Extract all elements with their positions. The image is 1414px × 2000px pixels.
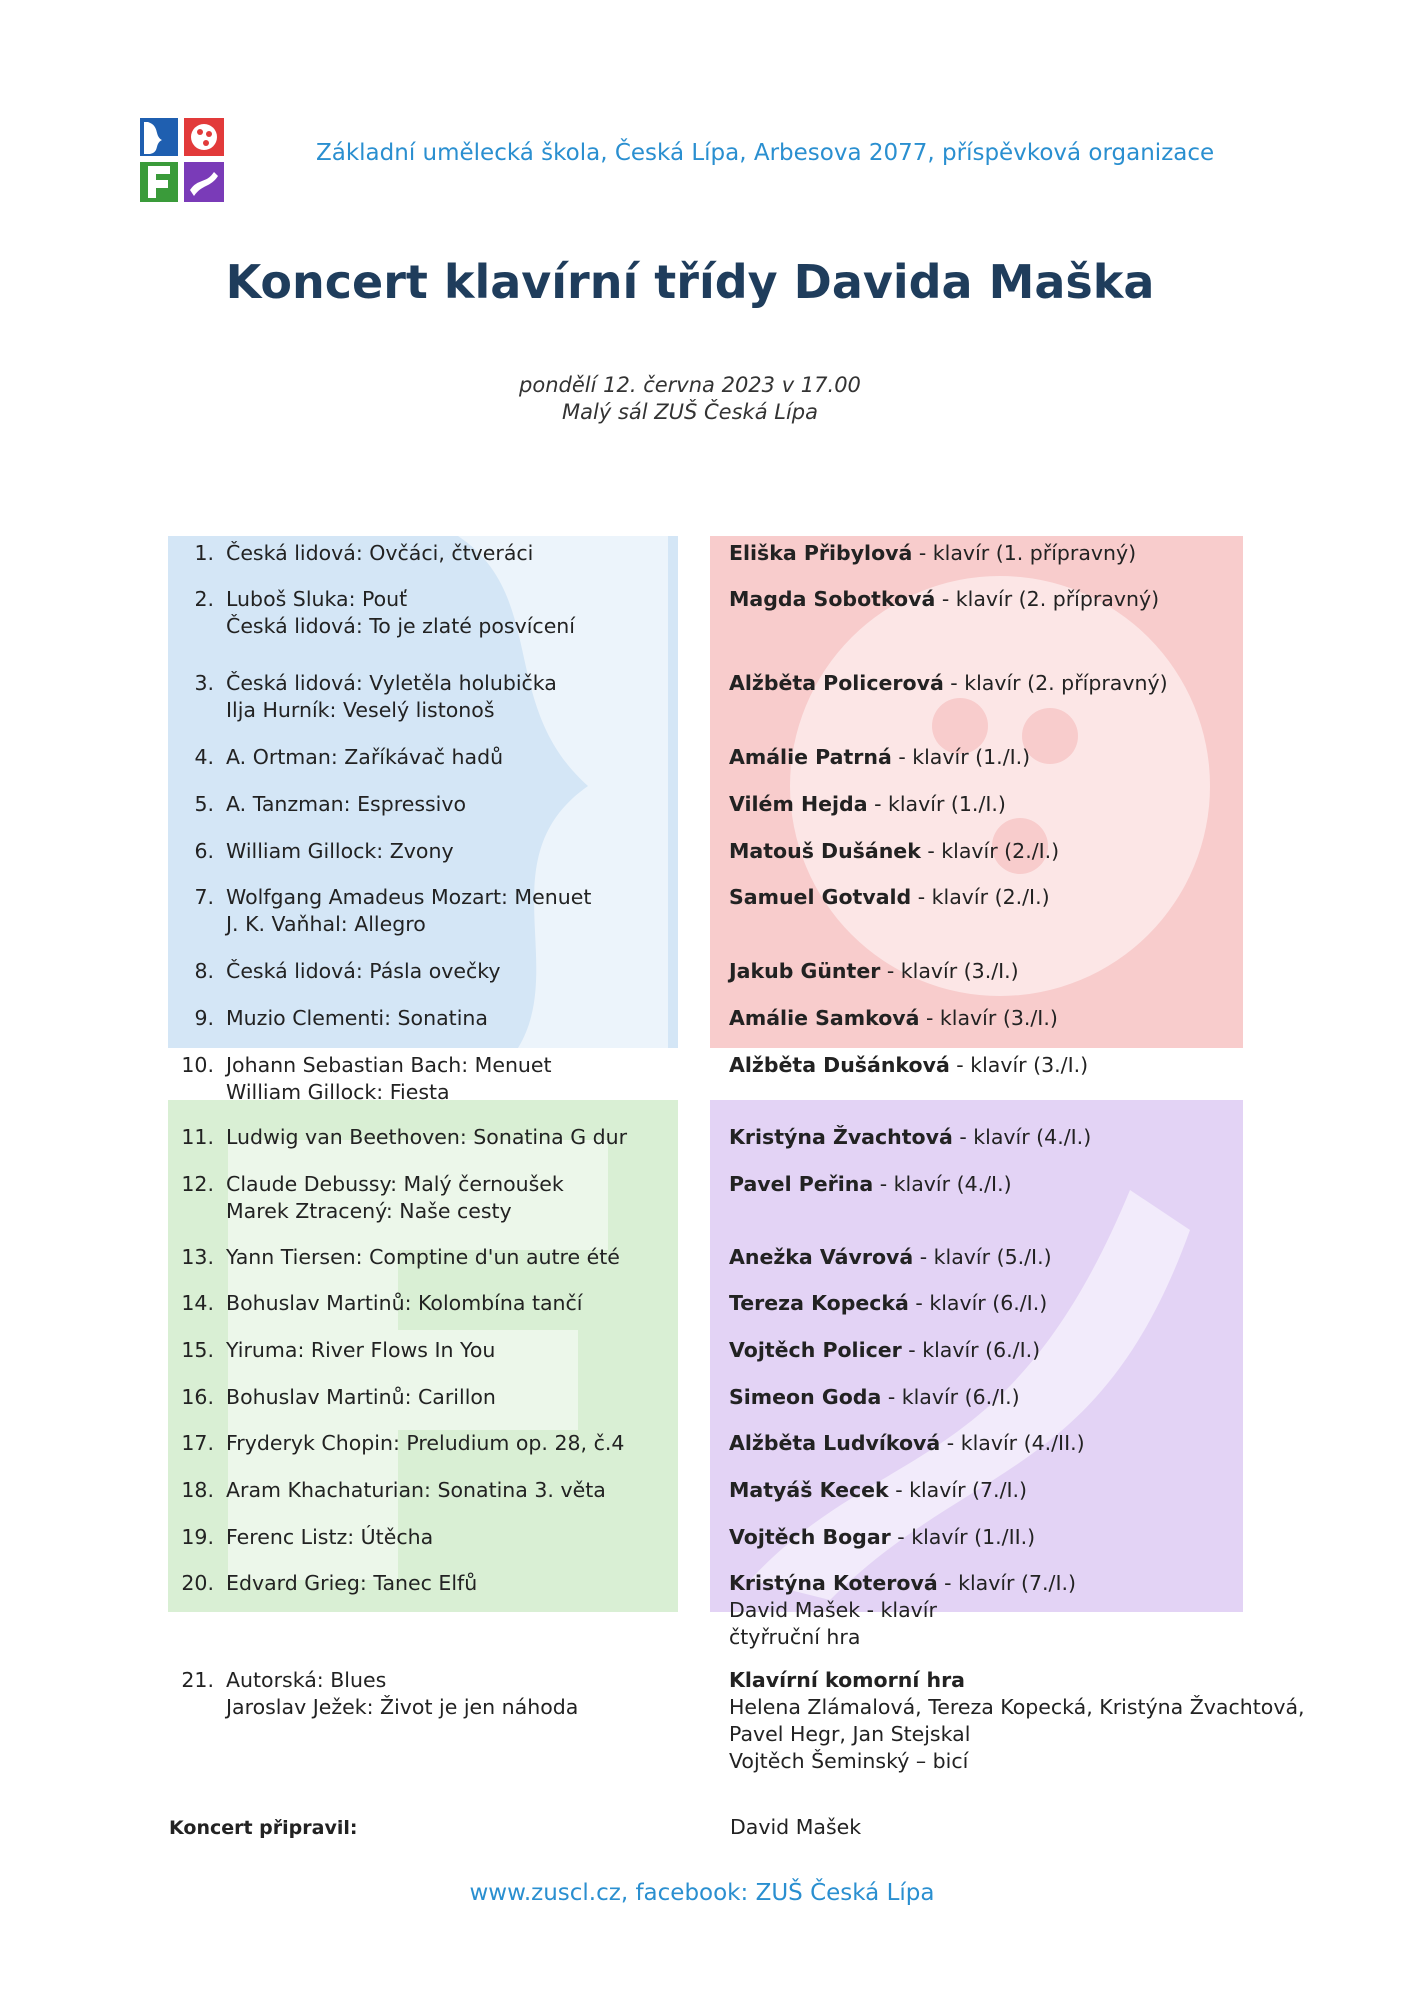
program-piece: Luboš Sluka: Pouť (226, 587, 408, 611)
program-item-8 (174, 958, 674, 985)
program-piece: Yiruma: River Flows In You (226, 1338, 496, 1362)
program-piece: Česká lidová: Ovčáci, čtveráci (226, 541, 534, 565)
program-item-18 (174, 1477, 674, 1504)
performer-extra: David Mašek - klavír (729, 1598, 937, 1622)
program-piece: Aram Khachaturian: Sonatina 3. věta (226, 1478, 606, 1502)
program-number: 12. (181, 1172, 214, 1196)
program-piece: Ferenc Listz: Útěcha (226, 1525, 434, 1549)
program-piece: Česká lidová: Pásla ovečky (226, 959, 501, 983)
program-item-2 (174, 586, 674, 640)
performer-detail: - klavír (6./I.) (908, 1291, 1048, 1315)
program-item-19 (174, 1524, 674, 1551)
program-piece: Česká lidová: To je zlaté posvícení (226, 614, 576, 638)
performer-9 (729, 1005, 1349, 1032)
program-number: 20. (181, 1571, 214, 1595)
program-item-1 (174, 540, 674, 567)
program-piece: Ludwig van Beethoven: Sonatina G dur (226, 1125, 628, 1149)
performer-extra: Pavel Hegr, Jan Stejskal (729, 1722, 971, 1746)
performer-detail: - klavír (3./I.) (880, 959, 1019, 983)
performer-name: Eliška Přibylová (729, 541, 913, 565)
program-piece: Edvard Grieg: Tanec Elfů (226, 1571, 478, 1595)
performer-detail: - klavír (1./I.) (867, 792, 1006, 816)
program-item-4 (174, 744, 674, 771)
performer-name: Simeon Goda (729, 1385, 882, 1409)
program-item-9 (174, 1005, 674, 1032)
performer-name: Jakub Günter (729, 959, 881, 983)
performer-name: Alžběta Dušánková (729, 1053, 950, 1077)
performer-name: Vojtěch Bogar (729, 1525, 891, 1549)
program-item-17 (174, 1430, 674, 1457)
performer-1 (729, 540, 1349, 567)
performer-name: Vojtěch Policer (729, 1338, 902, 1362)
program-number: 3. (194, 671, 214, 695)
performer-20 (729, 1570, 1349, 1651)
program-number: 11. (181, 1125, 214, 1149)
performer-5 (729, 791, 1349, 818)
performer-detail: - klavír (6./I.) (881, 1385, 1020, 1409)
performer-name: Alžběta Policerová (729, 671, 944, 695)
performer-detail: - klavír (1. přípravný) (912, 541, 1137, 565)
performer-extra: Helena Zlámalová, Tereza Kopecká, Kristýna Žvachtová, (729, 1695, 1305, 1719)
prepared-label: Koncert připravil: (169, 1817, 358, 1839)
performer-name: Kristýna Koterová (729, 1571, 938, 1595)
program-piece: Fryderyk Chopin: Preludium op. 28, č.4 (226, 1431, 625, 1455)
program-number: 8. (194, 959, 214, 983)
performer-17 (729, 1430, 1349, 1457)
program-piece: Muzio Clementi: Sonatina (226, 1006, 488, 1030)
program-number: 15. (181, 1338, 214, 1362)
program-number: 16. (181, 1385, 214, 1409)
performer-6 (729, 838, 1349, 865)
performer-detail: - klavír (7./I.) (937, 1571, 1077, 1595)
program-number: 5. (194, 792, 214, 816)
performer-18 (729, 1477, 1349, 1504)
performer-11 (729, 1124, 1349, 1151)
program-item-15 (174, 1337, 674, 1364)
performer-4 (729, 744, 1349, 771)
program-item-20 (174, 1570, 674, 1597)
performer-10 (729, 1052, 1349, 1079)
program-number: 13. (181, 1245, 214, 1269)
performer-detail: - klavír (2./I.) (911, 885, 1050, 909)
performer-15 (729, 1337, 1349, 1364)
program-number: 6. (194, 839, 214, 863)
program-item-16 (174, 1384, 674, 1411)
school-name: Základní umělecká škola, Česká Lípa, Arbesova 2077, příspěvková organizace (316, 140, 1215, 166)
performer-name: Amálie Patrná (729, 745, 892, 769)
performer-16 (729, 1384, 1349, 1411)
program-piece: William Gillock: Fiesta (226, 1080, 450, 1104)
program-number: 4. (194, 745, 214, 769)
program-item-21 (174, 1667, 674, 1721)
program-piece: Marek Ztracený: Naše cesty (226, 1199, 512, 1223)
performer-detail: - klavír (1./I.) (891, 745, 1031, 769)
page-title: Koncert klavírní třídy Davida Maška (225, 255, 1155, 309)
program-item-10 (174, 1052, 674, 1106)
program-piece: Ilja Hurník: Veselý listonoš (226, 698, 495, 722)
performer-name: Alžběta Ludvíková (729, 1431, 941, 1455)
performer-name: Vilém Hejda (729, 792, 868, 816)
performer-name: Klavírní komorní hra (729, 1668, 966, 1692)
program-item-7 (174, 884, 674, 938)
footer-links[interactable]: www.zuscl.cz, facebook: ZUŠ Česká Lípa (469, 1880, 935, 1906)
program-item-11 (174, 1124, 674, 1151)
performer-name: Matouš Dušánek (729, 839, 921, 863)
performer-detail: - klavír (4./I.) (873, 1172, 1012, 1196)
performer-detail: - klavír (2./I.) (920, 839, 1060, 863)
performer-8 (729, 958, 1349, 985)
school-logo-icon (140, 118, 224, 202)
program-item-12 (174, 1171, 674, 1225)
program-number: 14. (181, 1291, 214, 1315)
performer-detail: - klavír (4./II.) (940, 1431, 1085, 1455)
performer-extra: čtyřruční hra (729, 1625, 861, 1649)
program-piece: Wolfgang Amadeus Mozart: Menuet (226, 885, 592, 909)
program-piece: Yann Tiersen: Comptine d'un autre été (226, 1245, 620, 1269)
program-number: 19. (181, 1525, 214, 1549)
program-item-6 (174, 838, 674, 865)
event-date: pondělí 12. června 2023 v 17.00 (519, 373, 861, 397)
program-piece: Česká lidová: Vyletěla holubička (226, 671, 557, 695)
program-number: 10. (181, 1053, 214, 1077)
performer-name: Anežka Vávrová (729, 1245, 914, 1269)
performer-name: Pavel Peřina (729, 1172, 874, 1196)
performer-name: Amálie Samková (729, 1006, 920, 1030)
program-item-5 (174, 791, 674, 818)
program-item-14 (174, 1290, 674, 1317)
performer-detail: - klavír (2. přípravný) (935, 587, 1160, 611)
program-number: 18. (181, 1478, 214, 1502)
program-number: 17. (181, 1431, 214, 1455)
performer-detail: - klavír (6./I.) (901, 1338, 1041, 1362)
program-number: 9. (194, 1006, 214, 1030)
prepared-name: David Mašek (730, 1815, 862, 1839)
performer-name: Tereza Kopecká (729, 1291, 909, 1315)
performer-19 (729, 1524, 1349, 1551)
program-item-13 (174, 1244, 674, 1271)
performer-detail: - klavír (3./I.) (919, 1006, 1058, 1030)
event-info (0, 372, 1380, 426)
performer-name: Samuel Gotvald (729, 885, 912, 909)
program-piece: A. Ortman: Zaříkávač hadů (226, 745, 504, 769)
program-piece: Claude Debussy: Malý černoušek (226, 1172, 564, 1196)
program-piece: Bohuslav Martinů: Kolombína tančí (226, 1291, 583, 1315)
program-number: 1. (194, 541, 214, 565)
performer-detail: - klavír (3./I.) (949, 1053, 1089, 1077)
performer-extra: Vojtěch Šeminský – bicí (729, 1749, 969, 1773)
performer-13 (729, 1244, 1349, 1271)
performer-7 (729, 884, 1349, 911)
performer-2 (729, 586, 1349, 613)
program-piece: Johann Sebastian Bach: Menuet (226, 1053, 552, 1077)
program-piece: Autorská: Blues (226, 1668, 387, 1692)
program-item-3 (174, 670, 674, 724)
performer-name: Kristýna Žvachtová (729, 1125, 953, 1149)
performer-detail: - klavír (7./I.) (888, 1478, 1028, 1502)
program-number: 2. (194, 587, 214, 611)
program-piece: J. K. Vaňhal: Allegro (226, 912, 426, 936)
program-piece: Jaroslav Ježek: Život je jen náhoda (226, 1695, 579, 1719)
program-piece: William Gillock: Zvony (226, 839, 454, 863)
performer-detail: - klavír (1./II.) (890, 1525, 1036, 1549)
performer-3 (729, 670, 1349, 697)
performer-name: Matyáš Kecek (729, 1478, 889, 1502)
performer-14 (729, 1290, 1349, 1317)
performer-detail: - klavír (2. přípravný) (943, 671, 1168, 695)
performer-detail: - klavír (5./I.) (913, 1245, 1052, 1269)
event-venue: Malý sál ZUŠ Česká Lípa (562, 400, 818, 424)
performer-21 (729, 1667, 1349, 1775)
program-number: 21. (181, 1668, 214, 1692)
performer-detail: - klavír (4./I.) (952, 1125, 1092, 1149)
performer-name: Magda Sobotková (729, 587, 936, 611)
program-piece: A. Tanzman: Espressivo (226, 792, 467, 816)
program-piece: Bohuslav Martinů: Carillon (226, 1385, 496, 1409)
program-number: 7. (194, 885, 214, 909)
performer-12 (729, 1171, 1349, 1198)
